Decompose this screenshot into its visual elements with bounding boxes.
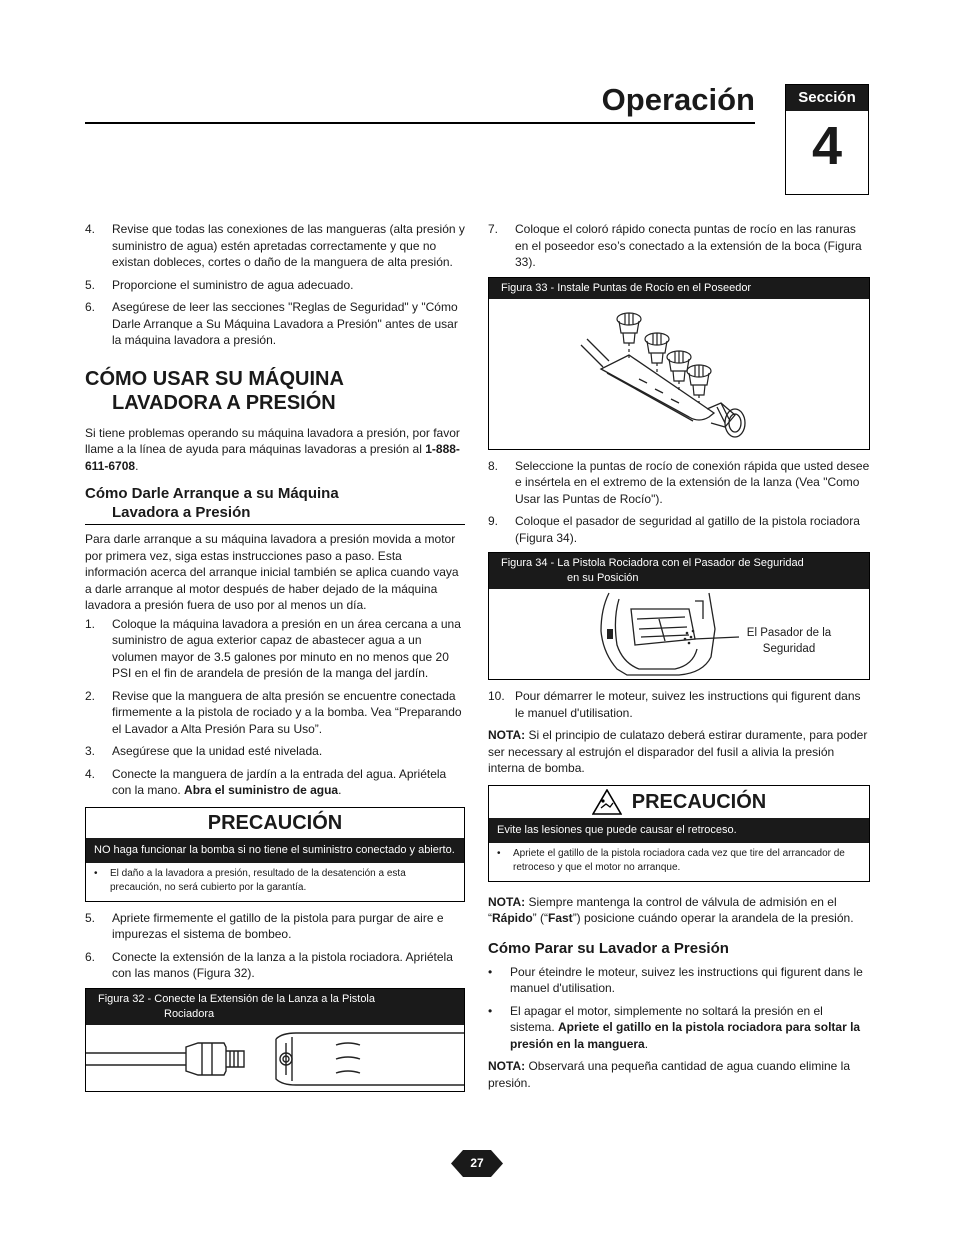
list-item: 5. Proporcione el suministro de agua adecuado. [85,277,354,292]
caution-heading: PRECAUCIÓN [207,811,343,834]
subheading-stopping: Cómo Parar su Lavador a Presión [488,939,729,957]
help-paragraph: Si tiene problemas operando su máquina lavadora a presión, por favor llame a la línea de ayuda para máquinas lavadoras a presión al 1-888-611-6708. [85,425,460,473]
right-column [488,221,870,1096]
list-item: 9. Coloque el pasador de seguridad al gatillo de la pistola rociadora (Figura 34). [488,514,860,545]
figure-caption: Figura 34 - La Pistola Rociadora con el Pasador de Seguridad en su Posición [489,553,869,589]
list-item: 6. Conecte la extensión de la lanza a la pistola rociadora. Apriételа con las manos (Figura 32). [85,949,453,980]
nota-recoil: NOTA: Si el principio de culatazo deberá estirar duramente, para poder ser necessary al estrujón el disparador del fusil a alivia la presión interna de bomba. [488,728,868,775]
figure-33 [488,277,870,450]
figure-32 [85,988,465,1092]
page-title: Operación [601,82,755,117]
title-rule [85,122,755,124]
nozzle-holder-drawing [489,299,869,449]
spray-gun-drawing [489,589,869,679]
left-column [85,221,465,1100]
list-item: 3. Asegúrese que la unidad esté nivelada. [85,744,323,758]
section-box [785,84,869,195]
list-item: 5. Apriete firmemente el gatillo de la pistola para purgar de aire e impurezas el sistema de bombeo. [85,910,444,941]
page-number-badge [451,1150,503,1177]
lance-extension-illustration [86,1025,464,1091]
caution-note: • Apriete el gatillo de la pistola rociadora cada vez que tire del arrancador de retroceso y que el motor no arranque. [497,847,845,873]
list-item: 1. Coloque la máquina lavadora a presión en un área cercana a una suministro de agua exterior capaz de abastecer agua a un volumen mayor de 3.5 galones por minuto en no menos que 20 PSI en el fin de arandela de presión de la manga del jardín. [85,616,461,680]
lance-extension-drawing [86,1025,464,1091]
caution-message: Evite las lesiones que puede causar el retroceso. [489,818,869,843]
nota-water: NOTA: Observará una pequeña cantidad de agua cuando elimine la presión. [488,1059,851,1090]
subheading-starting: Cómo Darle Arranque a su Máquina Lavadora a Presión [85,484,465,525]
section-heading-how-to-use: CÓMO USAR SU MÁQUINA LAVADORA A PRESIÓN [85,367,344,414]
help-phone: 1-888-611-6708 [85,442,460,473]
list-item: • El apagar el motor, simplemente no soltará la presión en el sistema. Apriete el gatillo en la pistola rociadora para soltar la presión en la manguera. [488,1003,861,1051]
warning-recoil-icon [592,789,622,815]
figure-34 [488,552,870,680]
nota-valve: NOTA: Siempre mantenga la control de válvula de admisión en el “Rápido” (“Fast”) posicione cuándo operar la arandela de la presión. [488,894,854,925]
list-item: 2. Revise que la manguera de alta presión se encuentre conectada firmemente a la pistola de rociado y a la bomba. Vea “Preparando el Lavador a Alta Presión Para su Uso”. [85,688,462,736]
safety-pin-label: El Pasador de la Seguridad [746,627,832,655]
list-item: 10. Pour démarrer le moteur, suivez les instructions qui figurent dans le manuel d'utilisation. [488,689,861,720]
caution-box-water [85,807,465,902]
caution-box-recoil [488,785,870,882]
list-item: 4. Conecte la manguera de jardín a la entrada del agua. Apriételа con la mano. Abra el suministro de agua. [85,766,447,797]
section-number: 4 [811,116,843,176]
list-item: 7. Coloque el coloró rápido conecta puntas de rocío en las ranuras en el poseedor eso’s conectado a la extensión de la boca (Figura 33). [488,222,862,269]
caution-note: • El daño a la lavadora a presión, resultado de la desatención a esta precaución, no será cubierto por la garantía. [94,867,406,893]
caution-message: NO haga funcionar la bomba si no tiene el suministro conectado y abierto. [86,838,464,863]
caution-heading: PRECAUCIÓN [489,786,869,818]
figure-caption: Figura 32 - Conecte la Extensión de la Lanza a la Pistola Rociadora [86,989,464,1025]
list-item: • Pour éteindre le moteur, suivez les instructions qui figurent dans le manuel d'utilisation. [488,964,863,995]
page-number: 27 [470,1156,484,1170]
list-item: 6. Asegúrese de leer las secciones "Reglas de Seguridad" y "Cómo Darle Arranque a Su Máquina Lavadora a Presión" antes de usar la máquina lavadora a presión. [85,300,458,347]
figure-caption: Figura 33 - Instale Puntas de Rocío en el Poseedor [489,278,869,299]
section-label: Sección [786,85,868,111]
list-item: 8. Seleccione la puntas de rocío de conexión rápida que usted desee e insértela en el extremo de la extensión de la lanza (Vea "Como Usar las Puntas de Rocío"). [488,458,870,506]
intro-paragraph: Para darle arranque a su máquina lavadora a presión movida a motor por primera vez, siga estas instrucciones paso a paso. Esta información acerca del arranque inicial también se aplica cuando vaya a darle arranque al motor después de haber dejado de la máquina lavadora a presión fuera de uso por al menos un día. [85,532,459,612]
list-item: 4. Revise que todas las conexiones de las mangueras (alta presión y suministro de agua) estén apretadas correctamente y que no existan dobleces, cortes o daño de la manguera de alta presión. [85,222,465,269]
nozzle-holder-illustration [489,299,869,449]
